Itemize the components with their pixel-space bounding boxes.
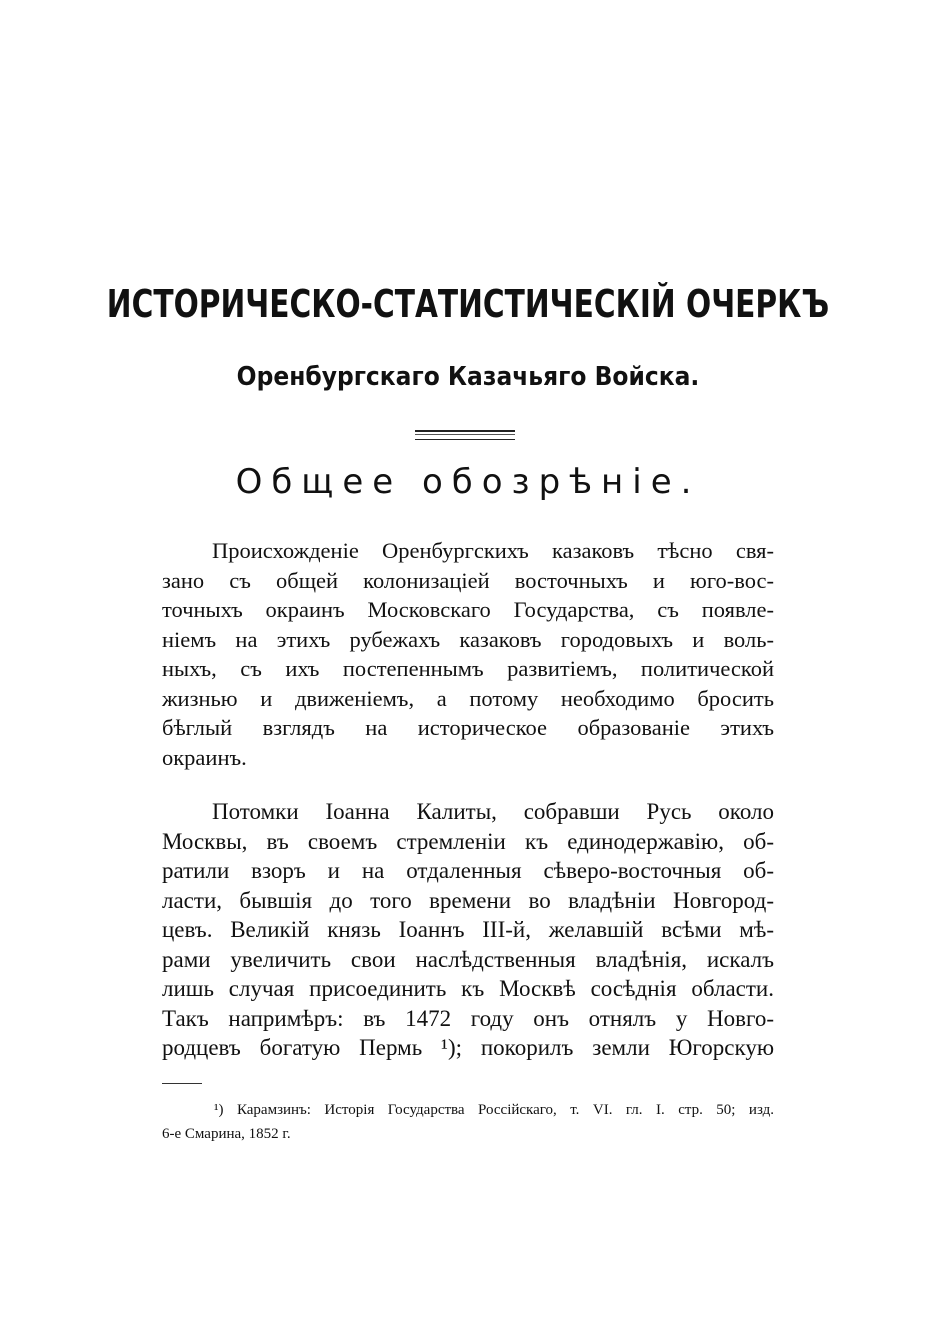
text-line: лишь случая присоединить къ Москвѣ сосѣднія области. xyxy=(162,976,774,1001)
footnote xyxy=(162,1098,774,1146)
page-subtitle: Оренбургскаго Казачьяго Войска. xyxy=(236,362,700,392)
text-line: Потомки Іоанна Калиты, собравши Русь около xyxy=(212,799,774,824)
footnote-line: ¹) Карамзинъ: Исторія Государства Россійскаго, т. VI. гл. I. стр. 50; изд. xyxy=(214,1102,774,1118)
page-title: ИСТОРИЧЕСКО-СТАТИСТИЧЕСКІЙ ОЧЕРКЪ xyxy=(106,282,830,326)
text-line: Москвы, въ своемъ стремленіи къ единодержавію, об- xyxy=(162,828,774,854)
text-line: бѣглый взглядъ на историческое образованіе этихъ xyxy=(162,715,774,740)
section-heading: Общее обозрѣніе. xyxy=(235,462,701,502)
paragraph-2 xyxy=(162,797,774,1063)
text-line: рами увеличить свои наслѣдственныя владѣнія, искалъ xyxy=(162,946,774,972)
text-line: цевъ. Великій князь Іоаннъ III-й, желавшій всѣми мѣ- xyxy=(162,917,774,942)
text-line: зано съ общей колонизаціей восточныхъ и юго-вос- xyxy=(162,567,774,593)
text-line: родцевъ богатую Пермь ¹); покорилъ земли Югорскую xyxy=(162,1035,774,1060)
text-line: точныхъ окраинъ Московскаго Государства, съ появле- xyxy=(162,597,774,622)
text-line: жизнью и движеніемъ, а потому необходимо бросить xyxy=(162,685,774,711)
footnote-line: 6-е Смарина, 1852 г. xyxy=(162,1126,291,1142)
text-line: ныхъ, съ ихъ постепеннымъ развитіемъ, политической xyxy=(162,656,774,681)
title-divider xyxy=(415,430,515,440)
text-line: Такъ напримѣръ: въ 1472 году онъ отнялъ у Новго- xyxy=(162,1005,774,1031)
paragraph-1 xyxy=(162,536,774,772)
text-line: ласти, бывшія до того времени во владѣніи Новгород- xyxy=(162,887,774,913)
text-line: ратили взоръ и на отдаленныя сѣверо-восточныя об- xyxy=(162,858,774,883)
text-line: ніемъ на этихъ рубежахъ казаковъ городовыхъ и воль- xyxy=(162,626,774,652)
footnote-divider xyxy=(162,1083,202,1084)
text-line: Происхожденіе Оренбургскихъ казаковъ тѣсно свя- xyxy=(212,538,774,563)
text-line: окраинъ. xyxy=(162,744,247,770)
